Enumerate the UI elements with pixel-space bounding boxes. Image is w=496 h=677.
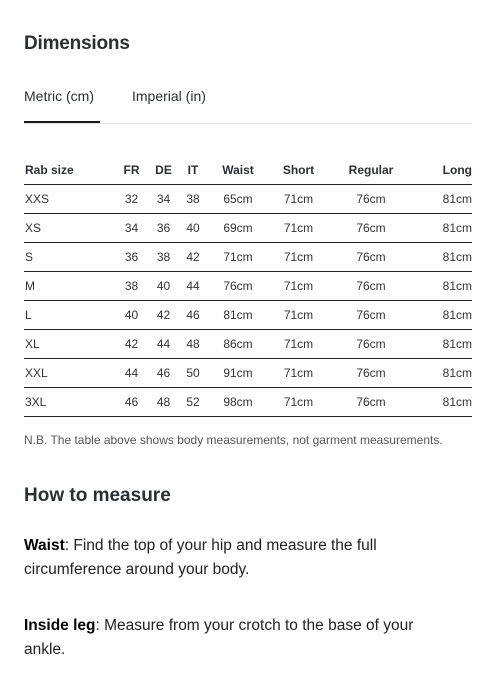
cell-it: 38 — [180, 185, 206, 214]
tab-metric[interactable]: Metric (cm) — [24, 88, 94, 104]
inside-leg-instruction — [24, 614, 454, 662]
cell-it: 42 — [180, 243, 206, 272]
cell-waist: 71cm — [206, 243, 270, 272]
table-row — [24, 214, 472, 243]
cell-fr: 38 — [116, 272, 147, 301]
waist-text: : Find the top of your hip and measure the full circumference around your body. — [24, 537, 377, 578]
cell-it: 46 — [180, 301, 206, 330]
cell-regular: 76cm — [327, 185, 415, 214]
cell-long: 81cm — [415, 301, 472, 330]
header-fr: FR — [116, 155, 147, 185]
table-row — [24, 301, 472, 330]
cell-long: 81cm — [415, 359, 472, 388]
cell-long: 81cm — [415, 185, 472, 214]
cell-fr: 40 — [116, 301, 147, 330]
tab-imperial[interactable]: Imperial (in) — [132, 88, 206, 104]
cell-long: 81cm — [415, 272, 472, 301]
measurement-note: N.B. The table above shows body measurements, not garment measurements. — [24, 433, 443, 447]
cell-size: 3XL — [24, 388, 116, 417]
cell-long: 81cm — [415, 243, 472, 272]
cell-regular: 76cm — [327, 214, 415, 243]
cell-regular: 76cm — [327, 272, 415, 301]
header-waist: Waist — [206, 155, 270, 185]
table-row — [24, 330, 472, 359]
cell-regular: 76cm — [327, 243, 415, 272]
cell-waist: 81cm — [206, 301, 270, 330]
cell-size: S — [24, 243, 116, 272]
cell-waist: 65cm — [206, 185, 270, 214]
cell-fr: 44 — [116, 359, 147, 388]
cell-short: 71cm — [270, 185, 327, 214]
table-row — [24, 388, 472, 417]
cell-fr: 46 — [116, 388, 147, 417]
cell-fr: 32 — [116, 185, 147, 214]
cell-short: 71cm — [270, 243, 327, 272]
header-long: Long — [415, 155, 472, 185]
header-regular: Regular — [327, 155, 415, 185]
waist-term: Waist — [24, 537, 65, 554]
cell-it: 52 — [180, 388, 206, 417]
page-title: Dimensions — [24, 33, 130, 54]
cell-size: L — [24, 301, 116, 330]
cell-it: 44 — [180, 272, 206, 301]
cell-size: XXS — [24, 185, 116, 214]
cell-long: 81cm — [415, 330, 472, 359]
cell-fr: 42 — [116, 330, 147, 359]
header-de: DE — [147, 155, 180, 185]
cell-de: 34 — [147, 185, 180, 214]
cell-fr: 34 — [116, 214, 147, 243]
cell-short: 71cm — [270, 272, 327, 301]
cell-waist: 76cm — [206, 272, 270, 301]
cell-de: 40 — [147, 272, 180, 301]
active-tab-indicator — [24, 121, 100, 123]
size-table — [24, 155, 472, 417]
cell-it: 50 — [180, 359, 206, 388]
cell-size: XS — [24, 214, 116, 243]
cell-de: 38 — [147, 243, 180, 272]
cell-de: 42 — [147, 301, 180, 330]
waist-instruction — [24, 534, 454, 582]
table-header-row — [24, 155, 472, 185]
cell-short: 71cm — [270, 388, 327, 417]
cell-regular: 76cm — [327, 330, 415, 359]
inside-leg-text: : Measure from your crotch to the base of your ankle. — [24, 617, 414, 658]
table-row — [24, 359, 472, 388]
cell-de: 36 — [147, 214, 180, 243]
cell-de: 48 — [147, 388, 180, 417]
cell-size: XL — [24, 330, 116, 359]
cell-waist: 98cm — [206, 388, 270, 417]
table-row — [24, 243, 472, 272]
cell-short: 71cm — [270, 214, 327, 243]
header-short: Short — [270, 155, 327, 185]
header-rab-size: Rab size — [24, 155, 116, 185]
cell-short: 71cm — [270, 330, 327, 359]
cell-regular: 76cm — [327, 359, 415, 388]
cell-it: 40 — [180, 214, 206, 243]
cell-waist: 91cm — [206, 359, 270, 388]
inside-leg-term: Inside leg — [24, 617, 96, 634]
cell-waist: 69cm — [206, 214, 270, 243]
cell-size: XXL — [24, 359, 116, 388]
cell-it: 48 — [180, 330, 206, 359]
cell-short: 71cm — [270, 301, 327, 330]
cell-long: 81cm — [415, 388, 472, 417]
cell-regular: 76cm — [327, 301, 415, 330]
how-to-measure-heading: How to measure — [24, 485, 171, 506]
cell-de: 44 — [147, 330, 180, 359]
cell-size: M — [24, 272, 116, 301]
table-row — [24, 185, 472, 214]
unit-tabs — [24, 88, 472, 124]
cell-de: 46 — [147, 359, 180, 388]
cell-fr: 36 — [116, 243, 147, 272]
cell-long: 81cm — [415, 214, 472, 243]
table-row — [24, 272, 472, 301]
cell-waist: 86cm — [206, 330, 270, 359]
header-it: IT — [180, 155, 206, 185]
cell-short: 71cm — [270, 359, 327, 388]
cell-regular: 76cm — [327, 388, 415, 417]
